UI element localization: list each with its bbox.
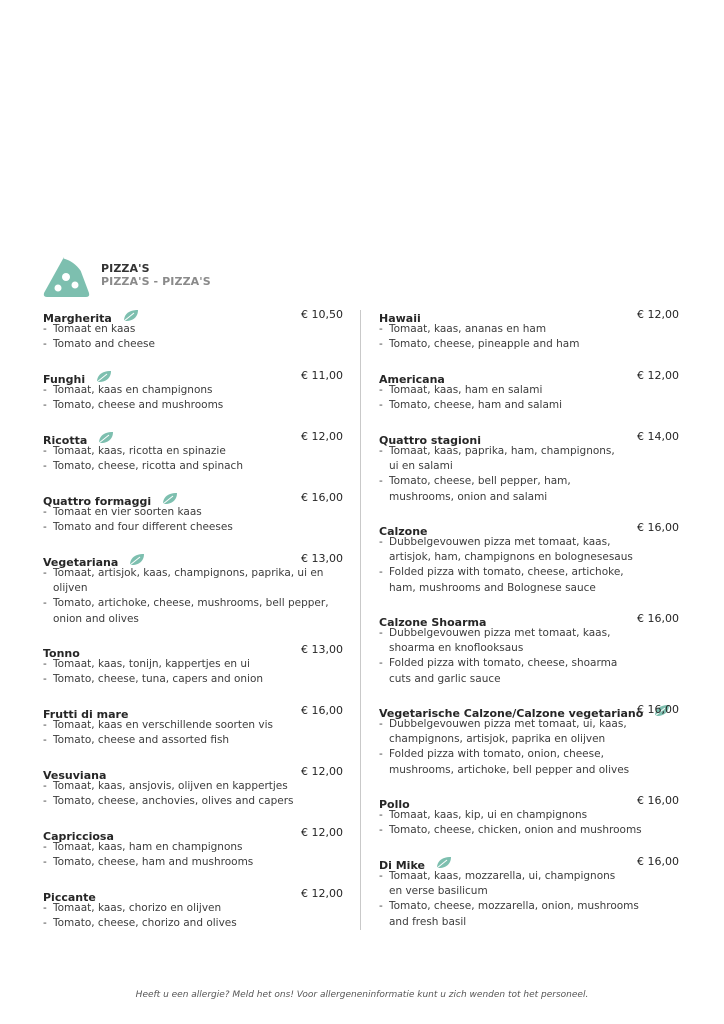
vegetarian-leaf-icon bbox=[123, 309, 139, 322]
item-price: € 12,00 bbox=[637, 369, 679, 382]
menu-item bbox=[43, 307, 343, 352]
menu-item bbox=[43, 825, 343, 870]
item-description-nl: - Tomaat, kaas, chorizo en olijven bbox=[43, 901, 343, 916]
item-name: Pollo bbox=[379, 798, 410, 811]
item-description-en: - Tomato, cheese, chicken, onion and mushrooms bbox=[379, 823, 679, 838]
item-description-en: - Folded pizza with tomato, cheese, shoarma cuts and garlic sauce bbox=[379, 656, 619, 686]
pizza-slice-icon bbox=[42, 255, 92, 299]
menu-item bbox=[379, 611, 679, 687]
item-price: € 14,00 bbox=[637, 430, 679, 443]
item-price: € 16,00 bbox=[637, 794, 679, 807]
item-description-en: - Tomato, cheese, bell pepper, ham, mushrooms, onion and salami bbox=[379, 474, 639, 504]
item-name: Quattro stagioni bbox=[379, 434, 481, 447]
item-description-nl: - Tomaat, kaas, mozzarella, ui, champignons en verse basilicum bbox=[379, 869, 619, 899]
item-name: Capricciosa bbox=[43, 830, 114, 843]
item-description-en: - Folded pizza with tomato, onion, cheese, mushrooms, artichoke, bell pepper and olives bbox=[379, 747, 649, 777]
menu-item bbox=[43, 642, 343, 687]
item-description-en: - Tomato, cheese, ham and mushrooms bbox=[43, 855, 343, 870]
item-price: € 16,00 bbox=[301, 491, 343, 504]
menu-item bbox=[43, 368, 343, 413]
item-name: Di Mike bbox=[379, 859, 425, 872]
item-name: Margherita bbox=[43, 312, 112, 325]
item-description-nl: - Tomaat, kaas, paprika, ham, champignons, ui en salami bbox=[379, 444, 619, 474]
menu-item bbox=[43, 490, 343, 535]
item-description-nl: - Tomaat, kaas, ananas en ham bbox=[379, 322, 679, 337]
menu-item bbox=[379, 854, 679, 930]
menu-item bbox=[379, 307, 679, 352]
item-description-en: - Tomato, cheese and assorted fish bbox=[43, 733, 343, 748]
item-price: € 10,50 bbox=[301, 308, 343, 321]
item-price: € 16,00 bbox=[637, 855, 679, 868]
item-name: Vesuviana bbox=[43, 769, 107, 782]
item-price: € 12,00 bbox=[301, 430, 343, 443]
item-name: Tonno bbox=[43, 647, 80, 660]
menu-item bbox=[379, 793, 679, 838]
item-description-nl: - Tomaat, kaas, ham en champignons bbox=[43, 840, 343, 855]
vegetarian-leaf-icon bbox=[129, 553, 145, 566]
item-description-nl: - Tomaat, kaas en champignons bbox=[43, 383, 343, 398]
item-description-nl: - Tomaat, kaas, ham en salami bbox=[379, 383, 679, 398]
menu-item bbox=[379, 368, 679, 413]
menu-item bbox=[379, 429, 679, 505]
item-price: € 16,00 bbox=[637, 521, 679, 534]
menu-item bbox=[43, 886, 343, 931]
menu-item bbox=[379, 702, 679, 778]
item-price: € 12,00 bbox=[301, 887, 343, 900]
item-name: Calzone Shoarma bbox=[379, 616, 487, 629]
item-description-nl: - Tomaat, artisjok, kaas, champignons, paprika, ui en olijven bbox=[43, 566, 343, 596]
item-description-en: - Tomato, artichoke, cheese, mushrooms, bell pepper, onion and olives bbox=[43, 596, 343, 626]
item-name: Americana bbox=[379, 373, 445, 386]
vegetarian-leaf-icon bbox=[98, 431, 114, 444]
item-description-en: - Tomato, cheese, ham and salami bbox=[379, 398, 679, 413]
item-price: € 16,00 bbox=[637, 612, 679, 625]
item-description-en: - Tomato, cheese and mushrooms bbox=[43, 398, 343, 413]
vegetarian-leaf-icon bbox=[96, 370, 112, 383]
item-name: Piccante bbox=[43, 891, 96, 904]
item-description-en: - Tomato, cheese, tuna, capers and onion bbox=[43, 672, 343, 687]
column-divider bbox=[360, 310, 361, 930]
item-description-en: - Tomato and cheese bbox=[43, 337, 343, 352]
menu-item bbox=[43, 703, 343, 748]
item-description-en: - Tomato, cheese, pineapple and ham bbox=[379, 337, 679, 352]
item-description-en: - Tomato, cheese, ricotta and spinach bbox=[43, 459, 343, 474]
item-name: Frutti di mare bbox=[43, 708, 129, 721]
item-description-nl: - Tomaat, kaas, kip, ui en champignons bbox=[379, 808, 679, 823]
item-description-nl: - Tomaat, kaas, ansjovis, olijven en kappertjes bbox=[43, 779, 343, 794]
section-subtitle: PIZZA'S - PIZZA'S bbox=[101, 275, 211, 288]
item-description-en: - Tomato and four different cheeses bbox=[43, 520, 343, 535]
item-name: Funghi bbox=[43, 373, 86, 386]
item-name: Vegetarische Calzone/Calzone vegetariano bbox=[379, 707, 644, 720]
item-description-nl: - Tomaat, kaas en verschillende soorten vis bbox=[43, 718, 343, 733]
item-price: € 12,00 bbox=[301, 826, 343, 839]
item-price: € 12,00 bbox=[637, 308, 679, 321]
vegetarian-leaf-icon bbox=[436, 856, 452, 869]
item-name: Ricotta bbox=[43, 434, 88, 447]
item-description-en: - Tomato, cheese, chorizo and olives bbox=[43, 916, 343, 931]
menu-item bbox=[43, 429, 343, 474]
item-price: € 16,00 bbox=[301, 704, 343, 717]
allergy-notice: Heeft u een allergie? Meld het ons! Voor allergeneninformatie kunt u zich wenden tot het personeel. bbox=[135, 990, 589, 1000]
item-description-nl: - Tomaat, kaas, tonijn, kappertjes en ui bbox=[43, 657, 343, 672]
item-price: € 12,00 bbox=[301, 765, 343, 778]
item-description-nl: - Dubbelgevouwen pizza met tomaat, kaas, shoarma en knoflooksaus bbox=[379, 626, 619, 656]
vegetarian-leaf-icon bbox=[162, 492, 178, 505]
item-price: € 11,00 bbox=[301, 369, 343, 382]
item-description-en: - Tomato, cheese, mozzarella, onion, mushrooms and fresh basil bbox=[379, 899, 649, 929]
menu-item bbox=[43, 764, 343, 809]
item-description-nl: - Tomaat en vier soorten kaas bbox=[43, 505, 343, 520]
item-price: € 13,00 bbox=[301, 552, 343, 565]
menu-item bbox=[379, 520, 679, 596]
item-description-nl: - Tomaat en kaas bbox=[43, 322, 343, 337]
item-price: € 16,00 bbox=[637, 703, 679, 716]
item-description-nl: - Dubbelgevouwen pizza met tomaat, kaas, artisjok, ham, champignons en bolognesesaus bbox=[379, 535, 639, 565]
item-price: € 13,00 bbox=[301, 643, 343, 656]
item-name: Hawaii bbox=[379, 312, 421, 325]
menu-item bbox=[43, 551, 343, 627]
item-description-nl: - Tomaat, kaas, ricotta en spinazie bbox=[43, 444, 343, 459]
item-description-nl: - Dubbelgevouwen pizza met tomaat, ui, kaas, champignons, artisjok, paprika en olijven bbox=[379, 717, 629, 747]
item-name: Quattro formaggi bbox=[43, 495, 152, 508]
item-description-en: - Folded pizza with tomato, cheese, artichoke, ham, mushrooms and Bolognese sauce bbox=[379, 565, 639, 595]
item-name: Vegetariana bbox=[43, 556, 119, 569]
item-description-en: - Tomato, cheese, anchovies, olives and capers bbox=[43, 794, 343, 809]
item-name: Calzone bbox=[379, 525, 428, 538]
section-title: PIZZA'S bbox=[101, 262, 150, 275]
